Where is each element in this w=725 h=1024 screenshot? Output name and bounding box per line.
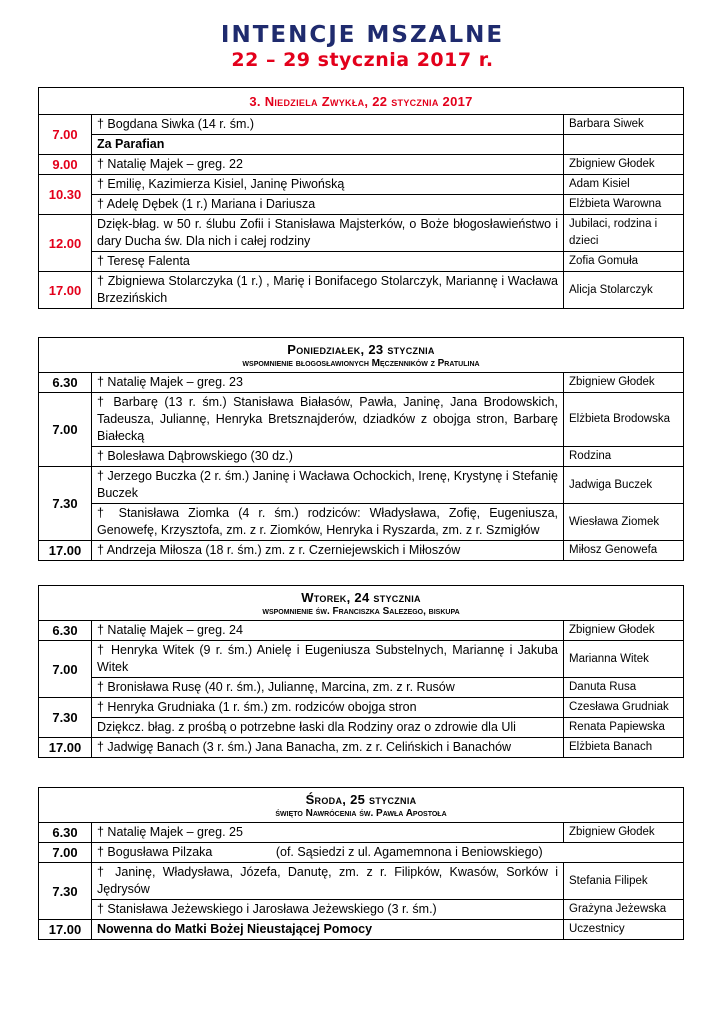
intention-text: † Emilię, Kazimierza Kisiel, Janinę Piwońską	[92, 175, 564, 195]
requester: Elżbieta Banach	[564, 738, 684, 758]
intention-text: Za Parafian	[92, 135, 564, 155]
requester	[564, 135, 684, 155]
mass-row	[39, 135, 684, 155]
mass-row	[39, 175, 684, 195]
intention-text: † Teresę Falenta	[92, 252, 564, 272]
intention-text: † Natalię Majek – greg. 22	[92, 155, 564, 175]
mass-row	[39, 272, 684, 309]
mass-row	[39, 718, 684, 738]
requester: Stefania Filipek	[564, 863, 684, 900]
mass-row	[39, 678, 684, 698]
intention-text: † Bogusława Pilzaka	[97, 845, 213, 859]
mass-row	[39, 621, 684, 641]
intention-text: † Andrzeja Miłosza (18 r. śm.) zm. z r. Czerniejewskich i Miłoszów	[92, 541, 564, 561]
mass-time: 7.30	[39, 698, 92, 738]
mass-row	[39, 373, 684, 393]
intention-text: † Stanisława Ziomka (4 r. śm.) rodziców: Władysława, Zofię, Eugeniusza, Genowefę, Krzysztofa, zm. z r. Ziomków, Henryka i Ryszarda, zm. z r. Szmigłów	[92, 504, 564, 541]
day-table-tuesday	[38, 585, 684, 758]
mass-time: 10.30	[39, 175, 92, 215]
day-table-sunday	[38, 87, 684, 309]
mass-row	[39, 195, 684, 215]
intention-text: † Bronisława Rusę (40 r. śm.), Juliannę, Marcina, zm. z r. Rusów	[92, 678, 564, 698]
intention-cell	[92, 843, 684, 863]
day-header	[39, 788, 684, 823]
requester: Czesława Grudniak	[564, 698, 684, 718]
intention-text: † Natalię Majek – greg. 24	[92, 621, 564, 641]
intention-text: Dziękcz. błag. z prośbą o potrzebne łaski dla Rodziny oraz o zdrowie dla Uli	[92, 718, 564, 738]
day-subtitle: święto Nawrócenia św. Pawła Apostoła	[275, 808, 447, 819]
requester: Danuta Rusa	[564, 678, 684, 698]
mass-time: 6.30	[39, 621, 92, 641]
mass-time: 17.00	[39, 738, 92, 758]
requester: Uczestnicy	[564, 920, 684, 940]
intention-note: (of. Sąsiedzi z ul. Agamemnona i Beniowskiego)	[275, 845, 543, 859]
mass-row	[39, 447, 684, 467]
intention-text: † Jerzego Buczka (2 r. śm.) Janinę i Wacława Ochockich, Irenę, Krystynę i Stefanię Buczek	[92, 467, 564, 504]
intention-text: Nowenna do Matki Bożej Nieustającej Pomocy	[92, 920, 564, 940]
mass-time: 7.30	[39, 863, 92, 920]
intention-text: † Natalię Majek – greg. 23	[92, 373, 564, 393]
requester: Zbigniew Głodek	[564, 373, 684, 393]
mass-row	[39, 252, 684, 272]
requester: Alicja Stolarczyk	[564, 272, 684, 309]
mass-time: 17.00	[39, 541, 92, 561]
requester: Barbara Siwek	[564, 115, 684, 135]
mass-time: 6.30	[39, 373, 92, 393]
requester: Wiesława Ziomek	[564, 504, 684, 541]
day-title: Środa, 25 stycznia	[305, 792, 417, 807]
intention-text: † Jadwigę Banach (3 r. śm.) Jana Banacha, zm. z r. Celińskich i Banachów	[92, 738, 564, 758]
intention-text: † Stanisława Jeżewskiego i Jarosława Jeżewskiego (3 r. śm.)	[92, 900, 564, 920]
mass-time: 7.00	[39, 393, 92, 467]
intention-text: † Natalię Majek – greg. 25	[92, 823, 564, 843]
mass-row	[39, 393, 684, 447]
mass-row	[39, 155, 684, 175]
requester: Zofia Gomuła	[564, 252, 684, 272]
requester: Zbigniew Głodek	[564, 823, 684, 843]
requester: Miłosz Genowefa	[564, 541, 684, 561]
requester: Jubilaci, rodzina i dzieci	[564, 215, 684, 252]
intention-text: † Barbarę (13 r. śm.) Stanisława Białasów, Pawła, Janinę, Jana Brodowskich, Tadeusza, Juliannę, Henryka Bretsznajderów, dziadków z obojga stron, Barbarę Białecką	[92, 393, 564, 447]
requester: Elżbieta Warowna	[564, 195, 684, 215]
page-subtitle: 22 – 29 stycznia 2017 r.	[231, 49, 494, 71]
mass-time: 17.00	[39, 272, 92, 309]
requester: Zbigniew Głodek	[564, 621, 684, 641]
mass-row	[39, 843, 684, 863]
day-title: 3. Niedziela Zwykła, 22 stycznia 2017	[249, 94, 473, 109]
intention-text: † Henryka Grudniaka (1 r. śm.) zm. rodziców obojga stron	[92, 698, 564, 718]
requester: Grażyna Jeżewska	[564, 900, 684, 920]
mass-time: 7.00	[39, 641, 92, 698]
intention-text: † Henryka Witek (9 r. śm.) Anielę i Eugeniusza Substelnych, Mariannę i Jakuba Witek	[92, 641, 564, 678]
intention-text: † Bolesława Dąbrowskiego (30 dz.)	[92, 447, 564, 467]
mass-row	[39, 115, 684, 135]
intention-text: † Adelę Dębek (1 r.) Mariana i Dariusza	[92, 195, 564, 215]
day-title: Poniedziałek, 23 stycznia	[287, 342, 435, 357]
mass-row	[39, 698, 684, 718]
day-header	[39, 338, 684, 373]
mass-row	[39, 467, 684, 504]
mass-time: 17.00	[39, 920, 92, 940]
mass-row	[39, 900, 684, 920]
day-table-wednesday	[38, 787, 684, 940]
mass-row	[39, 641, 684, 678]
intention-text: † Bogdana Siwka (14 r. śm.)	[92, 115, 564, 135]
intention-text: † Zbigniewa Stolarczyka (1 r.) , Marię i Bonifacego Stolarczyk, Mariannę i Wacława Brzezińskich	[92, 272, 564, 309]
requester: Renata Papiewska	[564, 718, 684, 738]
day-table-monday	[38, 337, 684, 561]
mass-row	[39, 738, 684, 758]
mass-time: 7.00	[39, 115, 92, 155]
mass-row	[39, 863, 684, 900]
mass-time: 9.00	[39, 155, 92, 175]
day-title: Wtorek, 24 stycznia	[301, 590, 421, 605]
requester: Rodzina	[564, 447, 684, 467]
mass-time: 7.30	[39, 467, 92, 541]
requester: Elżbieta Brodowska	[564, 393, 684, 447]
page-title: INTENCJE MSZALNE	[220, 22, 505, 48]
mass-time: 7.00	[39, 843, 92, 863]
day-header	[39, 586, 684, 621]
requester: Adam Kisiel	[564, 175, 684, 195]
mass-row	[39, 823, 684, 843]
day-header	[39, 88, 684, 115]
mass-time: 12.00	[39, 215, 92, 272]
mass-row	[39, 215, 684, 252]
day-subtitle: wspomnienie św. Franciszka Salezego, biskupa	[262, 606, 460, 617]
requester: Zbigniew Głodek	[564, 155, 684, 175]
requester: Marianna Witek	[564, 641, 684, 678]
mass-row	[39, 504, 684, 541]
day-subtitle: wspomnienie błogosławionych Męczenników z Pratulina	[242, 358, 480, 369]
intention-text: † Janinę, Władysława, Józefa, Danutę, zm. z r. Filipków, Kwasów, Sorków i Jędrysów	[92, 863, 564, 900]
intention-text: Dzięk-błag. w 50 r. ślubu Zofii i Stanisława Majsterków, o Boże błogosławieństwo i dary Ducha św. Dla nich i całej rodziny	[92, 215, 564, 252]
mass-time: 6.30	[39, 823, 92, 843]
requester: Jadwiga Buczek	[564, 467, 684, 504]
mass-row	[39, 541, 684, 561]
mass-row	[39, 920, 684, 940]
